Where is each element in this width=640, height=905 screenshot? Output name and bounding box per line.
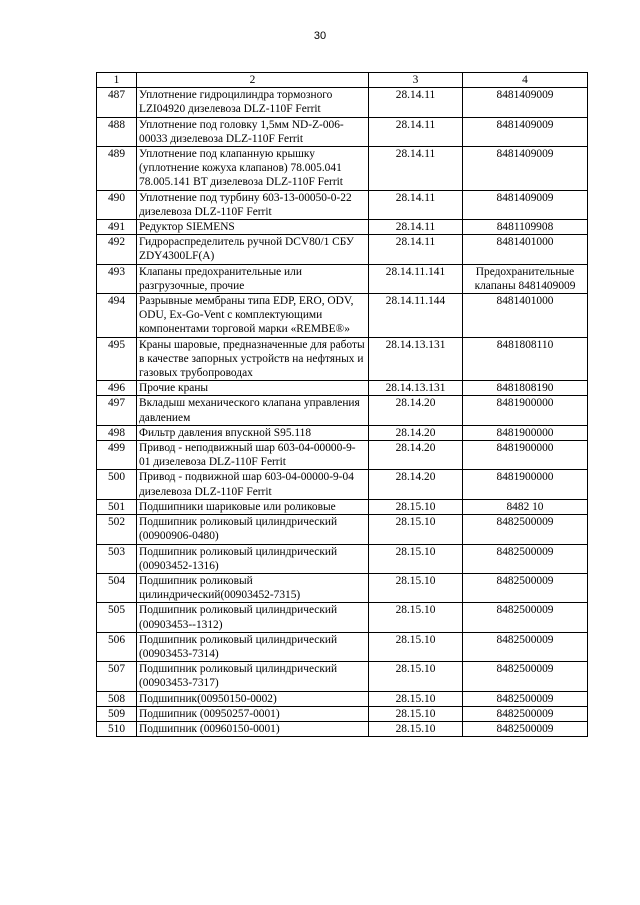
item-name: Подшипники шариковые или роликовые — [137, 499, 369, 514]
row-number: 508 — [97, 691, 137, 706]
item-name: Вкладыш механического клапана управления давлением — [137, 396, 369, 425]
table-row — [97, 381, 588, 396]
okpd-code: 28.15.10 — [369, 544, 463, 573]
okpd-code: 28.14.11.144 — [369, 294, 463, 338]
tnved-code: 8482500009 — [463, 662, 588, 691]
item-name: Подшипник роликовый цилиндрический (00903453-7317) — [137, 662, 369, 691]
item-name: Редуктор SIEMENS — [137, 220, 369, 235]
okpd-code: 28.14.11 — [369, 235, 463, 264]
okpd-code: 28.15.10 — [369, 662, 463, 691]
item-name: Подшипник роликовый цилиндрический (00903453--1312) — [137, 603, 369, 632]
tnved-code: 8481900000 — [463, 396, 588, 425]
tnved-code: 8481109908 — [463, 220, 588, 235]
okpd-code: 28.14.11 — [369, 220, 463, 235]
table-row — [97, 396, 588, 425]
table-row — [97, 264, 588, 293]
row-number: 489 — [97, 147, 137, 191]
table-row — [97, 632, 588, 661]
table-body — [97, 88, 588, 737]
okpd-code: 28.15.10 — [369, 721, 463, 736]
okpd-code: 28.14.13.131 — [369, 337, 463, 381]
row-number: 495 — [97, 337, 137, 381]
page-number: 30 — [313, 30, 327, 42]
tnved-code: 8481808110 — [463, 337, 588, 381]
tnved-code: 8481808190 — [463, 381, 588, 396]
row-number: 490 — [97, 190, 137, 219]
tnved-code: 8482500009 — [463, 691, 588, 706]
item-name: Подшипник(00950150-0002) — [137, 691, 369, 706]
table-row — [97, 441, 588, 470]
products-table — [96, 72, 588, 737]
header-row — [97, 73, 588, 88]
tnved-code: 8481900000 — [463, 441, 588, 470]
tnved-code: 8481409009 — [463, 117, 588, 146]
table-row — [97, 544, 588, 573]
row-number: 493 — [97, 264, 137, 293]
row-number: 491 — [97, 220, 137, 235]
tnved-code: 8482500009 — [463, 721, 588, 736]
row-number: 509 — [97, 706, 137, 721]
row-number: 492 — [97, 235, 137, 264]
table-row — [97, 470, 588, 499]
tnved-code: 8481900000 — [463, 425, 588, 440]
okpd-code: 28.14.20 — [369, 470, 463, 499]
okpd-code: 28.15.10 — [369, 691, 463, 706]
row-number: 487 — [97, 88, 137, 117]
tnved-code: 8481409009 — [463, 88, 588, 117]
item-name: Привод - неподвижный шар 603-04-00000-9-01 дизелевоза DLZ-110F Ferrit — [137, 441, 369, 470]
item-name: Разрывные мембраны типа EDP, ERO, ODV, ODU, Ex-Go-Vent с комплектующими компонентами торговой марки «REMBE®» — [137, 294, 369, 338]
row-number: 500 — [97, 470, 137, 499]
tnved-code: 8482 10 — [463, 499, 588, 514]
tnved-code: 8481401000 — [463, 294, 588, 338]
table-row — [97, 147, 588, 191]
table-row — [97, 220, 588, 235]
tnved-code: 8482500009 — [463, 515, 588, 544]
item-name: Фильтр давления впускной S95.118 — [137, 425, 369, 440]
table-row — [97, 88, 588, 117]
row-number: 494 — [97, 294, 137, 338]
okpd-code: 28.15.10 — [369, 632, 463, 661]
row-number: 507 — [97, 662, 137, 691]
tnved-code: 8481409009 — [463, 190, 588, 219]
tnved-code: 8482500009 — [463, 632, 588, 661]
okpd-code: 28.14.11 — [369, 147, 463, 191]
row-number: 497 — [97, 396, 137, 425]
tnved-code: 8482500009 — [463, 573, 588, 602]
header-col-3: 3 — [369, 73, 463, 88]
okpd-code: 28.15.10 — [369, 515, 463, 544]
item-name: Уплотнение гидроцилиндра тормозного LZI04920 дизелевоза DLZ-110F Ferrit — [137, 88, 369, 117]
row-number: 502 — [97, 515, 137, 544]
table-row — [97, 721, 588, 736]
table-row — [97, 235, 588, 264]
row-number: 505 — [97, 603, 137, 632]
item-name: Подшипник роликовый цилиндрический(00903452-7315) — [137, 573, 369, 602]
item-name: Уплотнение под головку 1,5мм ND-Z-006-00033 дизелевоза DLZ-110F Ferrit — [137, 117, 369, 146]
table-row — [97, 662, 588, 691]
okpd-code: 28.14.11.141 — [369, 264, 463, 293]
table-header — [97, 73, 588, 88]
okpd-code: 28.14.20 — [369, 441, 463, 470]
row-number: 498 — [97, 425, 137, 440]
item-name: Уплотнение под клапанную крышку (уплотнение кожуха клапанов) 78.005.041 78.005.141 BT дизелевоза DLZ-110F Ferrit — [137, 147, 369, 191]
item-name: Подшипник (00960150-0001) — [137, 721, 369, 736]
table-row — [97, 117, 588, 146]
table-row — [97, 603, 588, 632]
row-number: 503 — [97, 544, 137, 573]
tnved-code: Предохранительные клапаны 8481409009 — [463, 264, 588, 293]
item-name: Подшипник (00950257-0001) — [137, 706, 369, 721]
okpd-code: 28.14.13.131 — [369, 381, 463, 396]
row-number: 488 — [97, 117, 137, 146]
table-row — [97, 706, 588, 721]
tnved-code: 8481409009 — [463, 147, 588, 191]
header-col-4: 4 — [463, 73, 588, 88]
row-number: 501 — [97, 499, 137, 514]
okpd-code: 28.15.10 — [369, 499, 463, 514]
table-row — [97, 425, 588, 440]
okpd-code: 28.15.10 — [369, 706, 463, 721]
okpd-code: 28.15.10 — [369, 573, 463, 602]
table-row — [97, 515, 588, 544]
item-name: Клапаны предохранительные или разгрузочные, прочие — [137, 264, 369, 293]
okpd-code: 28.14.20 — [369, 396, 463, 425]
okpd-code: 28.14.11 — [369, 117, 463, 146]
header-col-2: 2 — [137, 73, 369, 88]
table-row — [97, 294, 588, 338]
tnved-code: 8481900000 — [463, 470, 588, 499]
table-row — [97, 190, 588, 219]
okpd-code: 28.15.10 — [369, 603, 463, 632]
row-number: 504 — [97, 573, 137, 602]
item-name: Прочие краны — [137, 381, 369, 396]
tnved-code: 8482500009 — [463, 544, 588, 573]
item-name: Гидрораспределитель ручной DCV80/1 СБУ ZDY4300LF(A) — [137, 235, 369, 264]
okpd-code: 28.14.20 — [369, 425, 463, 440]
tnved-code: 8482500009 — [463, 603, 588, 632]
item-name: Привод - подвижной шар 603-04-00000-9-04 дизелевоза DLZ-110F Ferrit — [137, 470, 369, 499]
okpd-code: 28.14.11 — [369, 190, 463, 219]
item-name: Уплотнение под турбину 603-13-00050-0-22 дизелевоза DLZ-110F Ferrit — [137, 190, 369, 219]
item-name: Подшипник роликовый цилиндрический (00903453-7314) — [137, 632, 369, 661]
row-number: 510 — [97, 721, 137, 736]
table-row — [97, 573, 588, 602]
row-number: 499 — [97, 441, 137, 470]
tnved-code: 8481401000 — [463, 235, 588, 264]
table-row — [97, 691, 588, 706]
header-col-1: 1 — [97, 73, 137, 88]
item-name: Подшипник роликовый цилиндрический (00900906-0480) — [137, 515, 369, 544]
table-row — [97, 499, 588, 514]
tnved-code: 8482500009 — [463, 706, 588, 721]
okpd-code: 28.14.11 — [369, 88, 463, 117]
table-row — [97, 337, 588, 381]
row-number: 496 — [97, 381, 137, 396]
item-name: Подшипник роликовый цилиндрический (00903452-1316) — [137, 544, 369, 573]
item-name: Краны шаровые, предназначенные для работы в качестве запорных устройств на нефтяных и газовых трубопроводах — [137, 337, 369, 381]
row-number: 506 — [97, 632, 137, 661]
